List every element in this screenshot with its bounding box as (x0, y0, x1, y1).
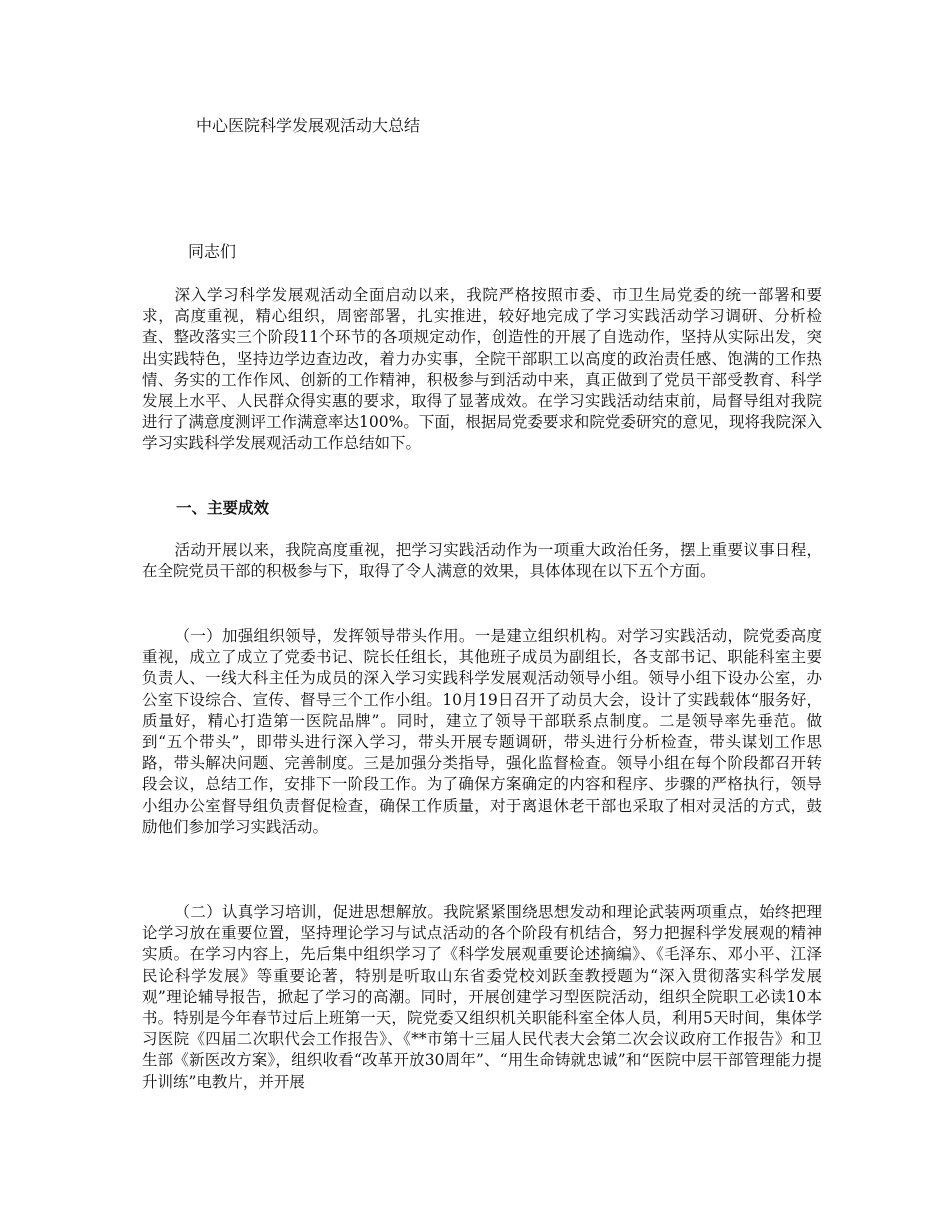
section-heading-main-results: 一、主要成效 (176, 498, 270, 517)
document-title: 中心医院科学发展观活动大总结 (196, 116, 421, 135)
section-intro-paragraph: 活动开展以来，我院高度重视，把学习实践活动作为一项重大政治任务，摆上重要议事日程，在全院党员干部的积极参与下，取得了令人满意的效果，具体体现在以下五个方面。 (142, 541, 822, 581)
item-2-paragraph: （二）认真学习培训，促进思想解放。我院紧紧围绕思想发动和理论武装两项重点，始终把理论学习放在重要位置，坚持理论学习与试点活动的各个阶段有机结合，努力把握科学发展观的精神实质。在学习内容上，先后集中组织学习了《科学发展观重要论述摘编》、《毛泽东、邓小平、江泽民论科学发展》等重要论著，特别是听取山东省委党校刘跃奎教授题为“深入贯彻落实科学发展观”理论辅导报告，掀起了学习的高潮。同时，开展创建学习型医院活动，组织全院职工必读10本书。特别是今年春节过后上班第一天，院党委又组织机关职能科室全体人员，利用5天时间，集体学习医院《四届二次职代会工作报告》、《**市第十三届人民代表大会第二次会议政府工作报告》和卫生部《新医改方案》，组织收看“改革开放30周年”、“用生命铸就忠诚”和“医院中层干部管理能力提升训练”电教片，并开展 (142, 903, 822, 1091)
item-1-paragraph: （一）加强组织领导，发挥领导带头作用。一是建立组织机构。对学习实践活动，院党委高度重视，成立了成立了党委书记、院长任组长，其他班子成员为副组长，各支部书记、职能科室主要负责人、一线大科主任为成员的深入学习实践科学发展观活动领导小组。领导小组下设办公室，办公室下设综合、宣传、督导三个工作小组。10月19日召开了动员大会，设计了实践载体“服务好，质量好，精心打造第一医院品牌”。同时，建立了领导干部联系点制度。二是领导率先垂范。做到“五个带头”，即带头进行深入学习，带头开展专题调研，带头进行分析检查，带头谋划工作思路，带头解决问题、完善制度。三是加强分类指导，强化监督检查。领导小组在每个阶段都召开转段会议，总结工作，安排下一阶段工作。为了确保方案确定的内容和程序、步骤的严格执行，领导小组办公室督导组负责督促检查，确保工作质量，对于离退休老干部也采取了相对灵活的方式，鼓励他们参加学习实践活动。 (142, 627, 822, 836)
intro-paragraph: 深入学习科学发展观活动全面启动以来，我院严格按照市委、市卫生局党委的统一部署和要求，高度重视，精心组织，周密部署，扎实推进，较好地完成了学习实践活动学习调研、分析检查、整改落实三个阶段11个环节的各项规定动作，创造性的开展了自选动作，坚持从实际出发，突出实践特色，坚持边学边查边改，着力办实事，全院干部职工以高度的政治责任感、饱满的工作热情、务实的工作作风、创新的工作精神，积极参与到活动中来，真正做到了党员干部受教育、科学发展上水平、人民群众得实惠的要求，取得了显著成效。在学习实践活动结束前，局督导组对我院进行了满意度测评工作满意率达100%。下面，根据局党委要求和院党委研究的意见，现将我院深入学习实践科学发展观活动工作总结如下。 (142, 286, 822, 453)
salutation: 同志们 (188, 242, 237, 261)
